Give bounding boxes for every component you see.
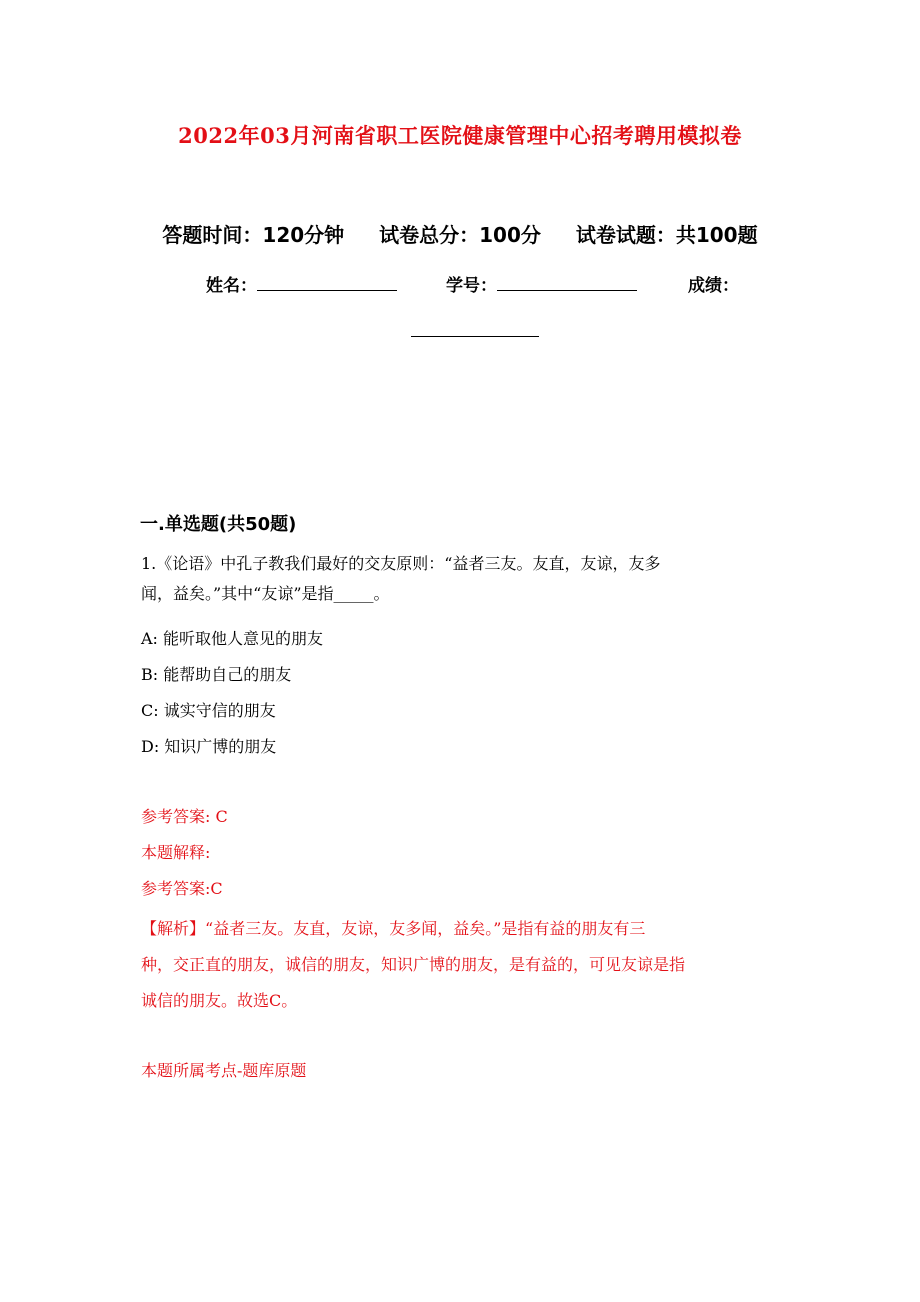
analysis-line-3: 诚信的朋友。故选C。 — [141, 991, 298, 1010]
analysis-tag: 【解析】 — [141, 919, 206, 938]
name-blank[interactable] — [257, 274, 397, 291]
option-c: C: 诚实守信的朋友 — [141, 701, 276, 720]
score-blank[interactable] — [411, 336, 539, 337]
reference-answer: 参考答案: C — [141, 807, 228, 826]
name-label: 姓名： — [206, 276, 257, 296]
explanation-label: 本题解释: — [141, 843, 211, 862]
option-a: A: 能听取他人意见的朋友 — [141, 629, 324, 648]
answer-block — [141, 799, 781, 907]
exam-info-row — [0, 219, 920, 248]
option-d: D: 知识广博的朋友 — [141, 737, 277, 756]
analysis-line-2: 种，交正直的朋友，诚信的朋友，知识广博的朋友，是有益的，可见友谅是指 — [141, 955, 686, 974]
id-blank[interactable] — [497, 274, 637, 291]
document-title: 2022年03月河南省职工医院健康管理中心招考聘用模拟卷 — [178, 123, 742, 148]
analysis-line-1 — [141, 911, 781, 947]
id-label: 学号： — [446, 276, 497, 296]
analysis-block — [141, 911, 781, 1019]
name-field — [206, 271, 397, 296]
exam-question-count: 试卷试题：共100题 — [575, 223, 758, 247]
option-b: B: 能帮助自己的朋友 — [141, 665, 292, 684]
score-field — [688, 271, 739, 296]
reference-answer-2: 参考答案:C — [141, 879, 223, 898]
analysis-text-1: “益者三友。友直，友谅，友多闻，益矣。”是指有益的朋友有三 — [205, 919, 646, 938]
id-field — [446, 271, 637, 296]
section-title: 一.单选题(共50题) — [140, 514, 297, 535]
exam-time: 答题时间：120分钟 — [162, 223, 345, 247]
score-label: 成绩： — [688, 276, 739, 296]
knowledge-point: 本题所属考点-题库原题 — [141, 1061, 307, 1080]
question-stem-line-2: 闻，益矣。”其中“友谅”是指_____。 — [141, 584, 390, 603]
question-stem — [141, 549, 781, 609]
question-stem-line-1: 1.《论语》中孔子教我们最好的交友原则：“益者三友。友直，友谅，友多 — [141, 554, 661, 573]
exam-total-score: 试卷总分：100分 — [379, 223, 541, 247]
